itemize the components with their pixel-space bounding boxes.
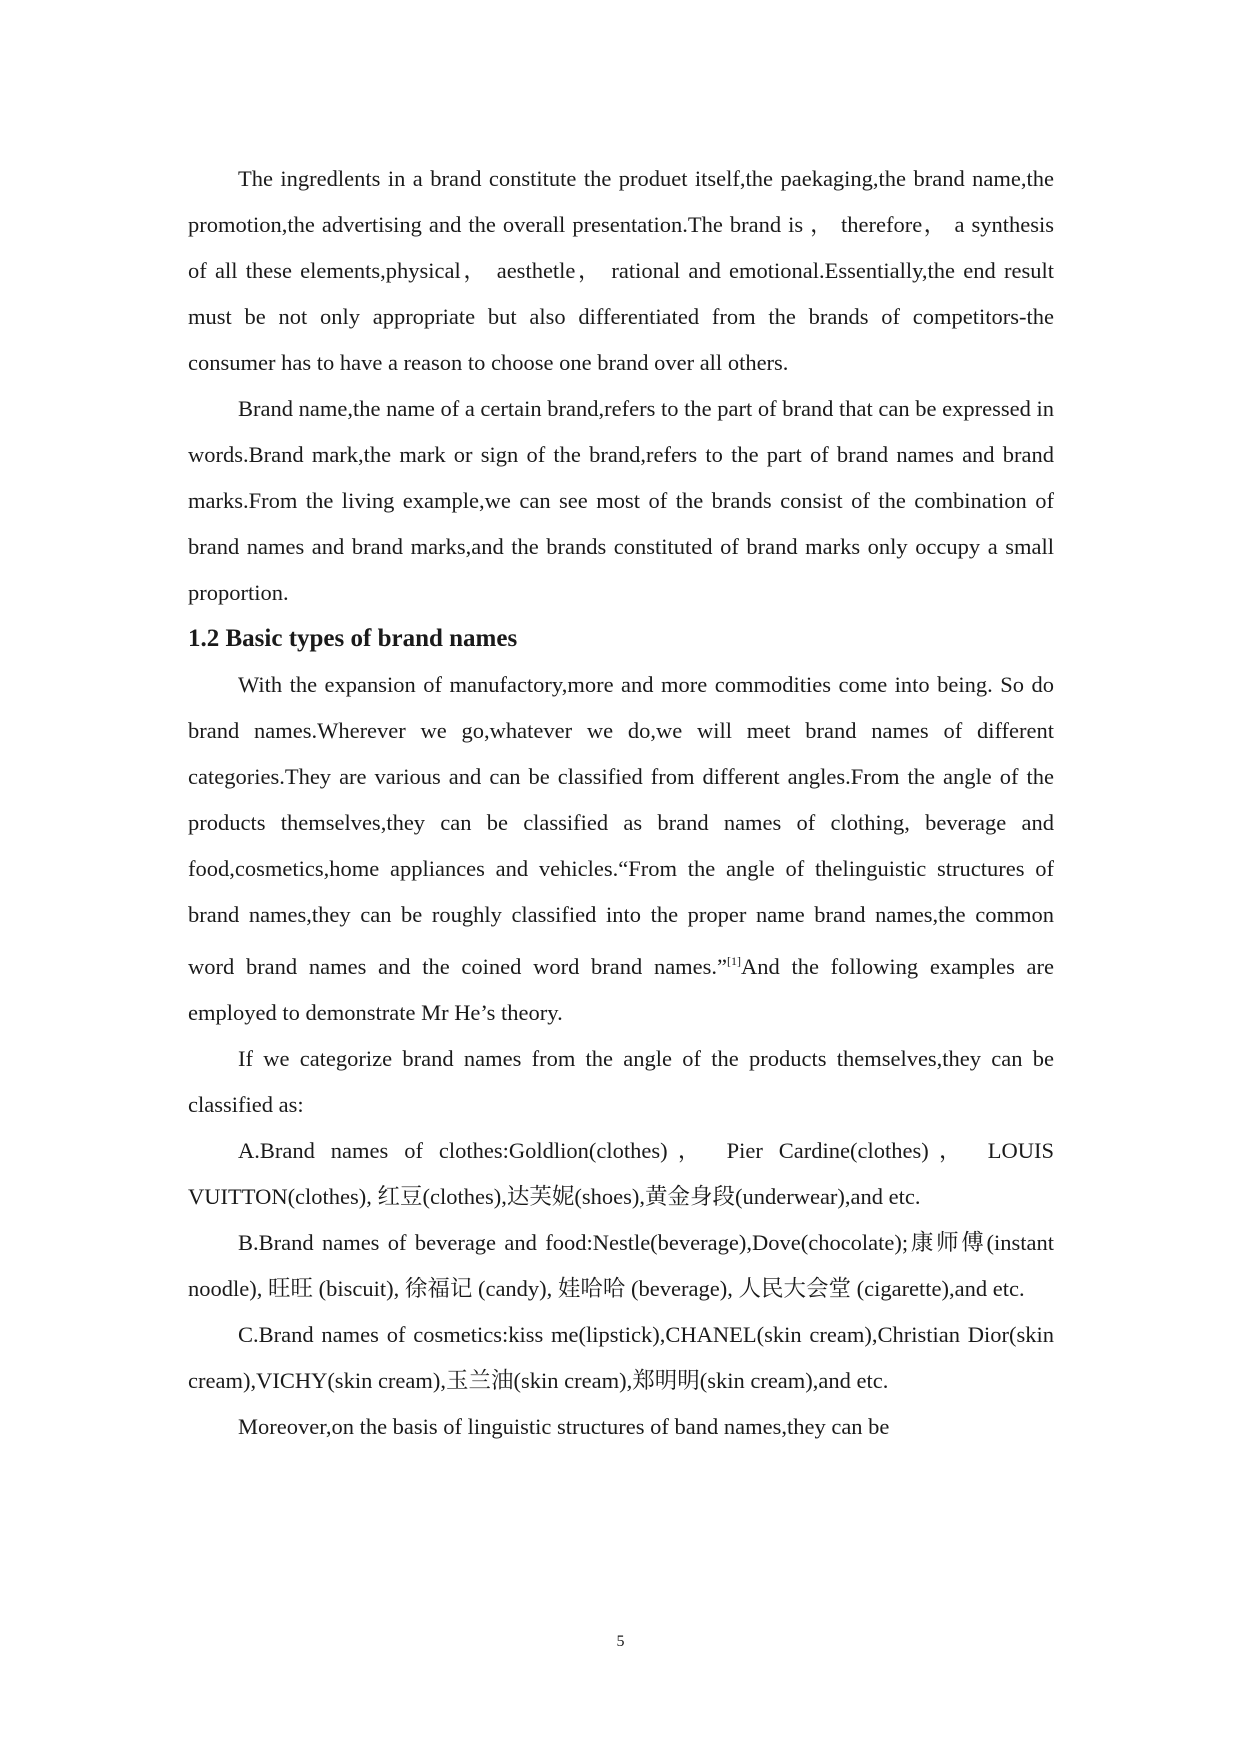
list-item-cosmetics: C.Brand names of cosmetics:kiss me(lipstick),CHANEL(skin cream),Christian Dior(skin cream),VICHY(skin cream),玉兰油(skin cream),郑明明(skin cream),and etc.: [188, 1322, 1054, 1393]
citation-marker: [1]: [727, 954, 742, 968]
list-item-beverage-food: B.Brand names of beverage and food:Nestle(beverage),Dove(chocolate);康师傅(instant noodle), 旺旺 (biscuit), 徐福记 (candy), 娃哈哈 (beverage), 人民大会堂 (cigarette),and etc.: [188, 1230, 1054, 1301]
document-page: [188, 156, 1054, 1450]
body-paragraph-linguistic: Moreover,on the basis of linguistic structures of band names,they can be: [238, 1414, 890, 1439]
page-number: 5: [616, 1633, 625, 1650]
body-paragraph-brand-name: Brand name,the name of a certain brand,refers to the part of brand that can be expressed in words.Brand mark,the mark or sign of the brand,refers to the part of brand names and brand marks.From the living example,we can see most of the brands consist of the combination of brand names and brand marks,and the brands constituted of brand marks only occupy a small proportion.: [188, 396, 1054, 605]
body-paragraph-ingredients: The ingredlents in a brand constitute the produet itself,the paekaging,the brand name,the promotion,the advertising and the overall presentation.The brand is ， therefore， a synthesis of all these elements,physical， aesthetle， rational and emotional.Essentially,the end result must be not only appropriate but also differentiated from the brands of competitors-the consumer has to have a reason to choose one brand over all others.: [188, 166, 1054, 375]
list-item-clothes: A.Brand names of clothes:Goldlion(clothes)， Pier Cardine(clothes)， LOUIS VUITTON(clothes), 红豆(clothes),达芙妮(shoes),黄金身段(underwear),and etc.: [188, 1138, 1054, 1209]
paragraph-text-continued: And the following examples are employed to demonstrate Mr He’s theory.: [188, 954, 1054, 1025]
section-heading: 1.2 Basic types of brand names: [188, 625, 518, 652]
paragraph-text: With the expansion of manufactory,more and more commodities come into being. So do brand names.Wherever we go,whatever we do,we will meet brand names of different categories.They are various and can be classified from different angles.From the angle of the products themselves,they can be classified as brand names of clothing, beverage and food,cosmetics,home appliances and vehicles.“From the angle of thelinguistic structures of brand names,they can be roughly classified into the proper name brand names,the common word brand names and the coined word brand names.”: [188, 672, 1054, 979]
body-paragraph-categorize: If we categorize brand names from the angle of the products themselves,they can be classified as:: [188, 1046, 1054, 1117]
body-paragraph-expansion: [188, 662, 1054, 1036]
